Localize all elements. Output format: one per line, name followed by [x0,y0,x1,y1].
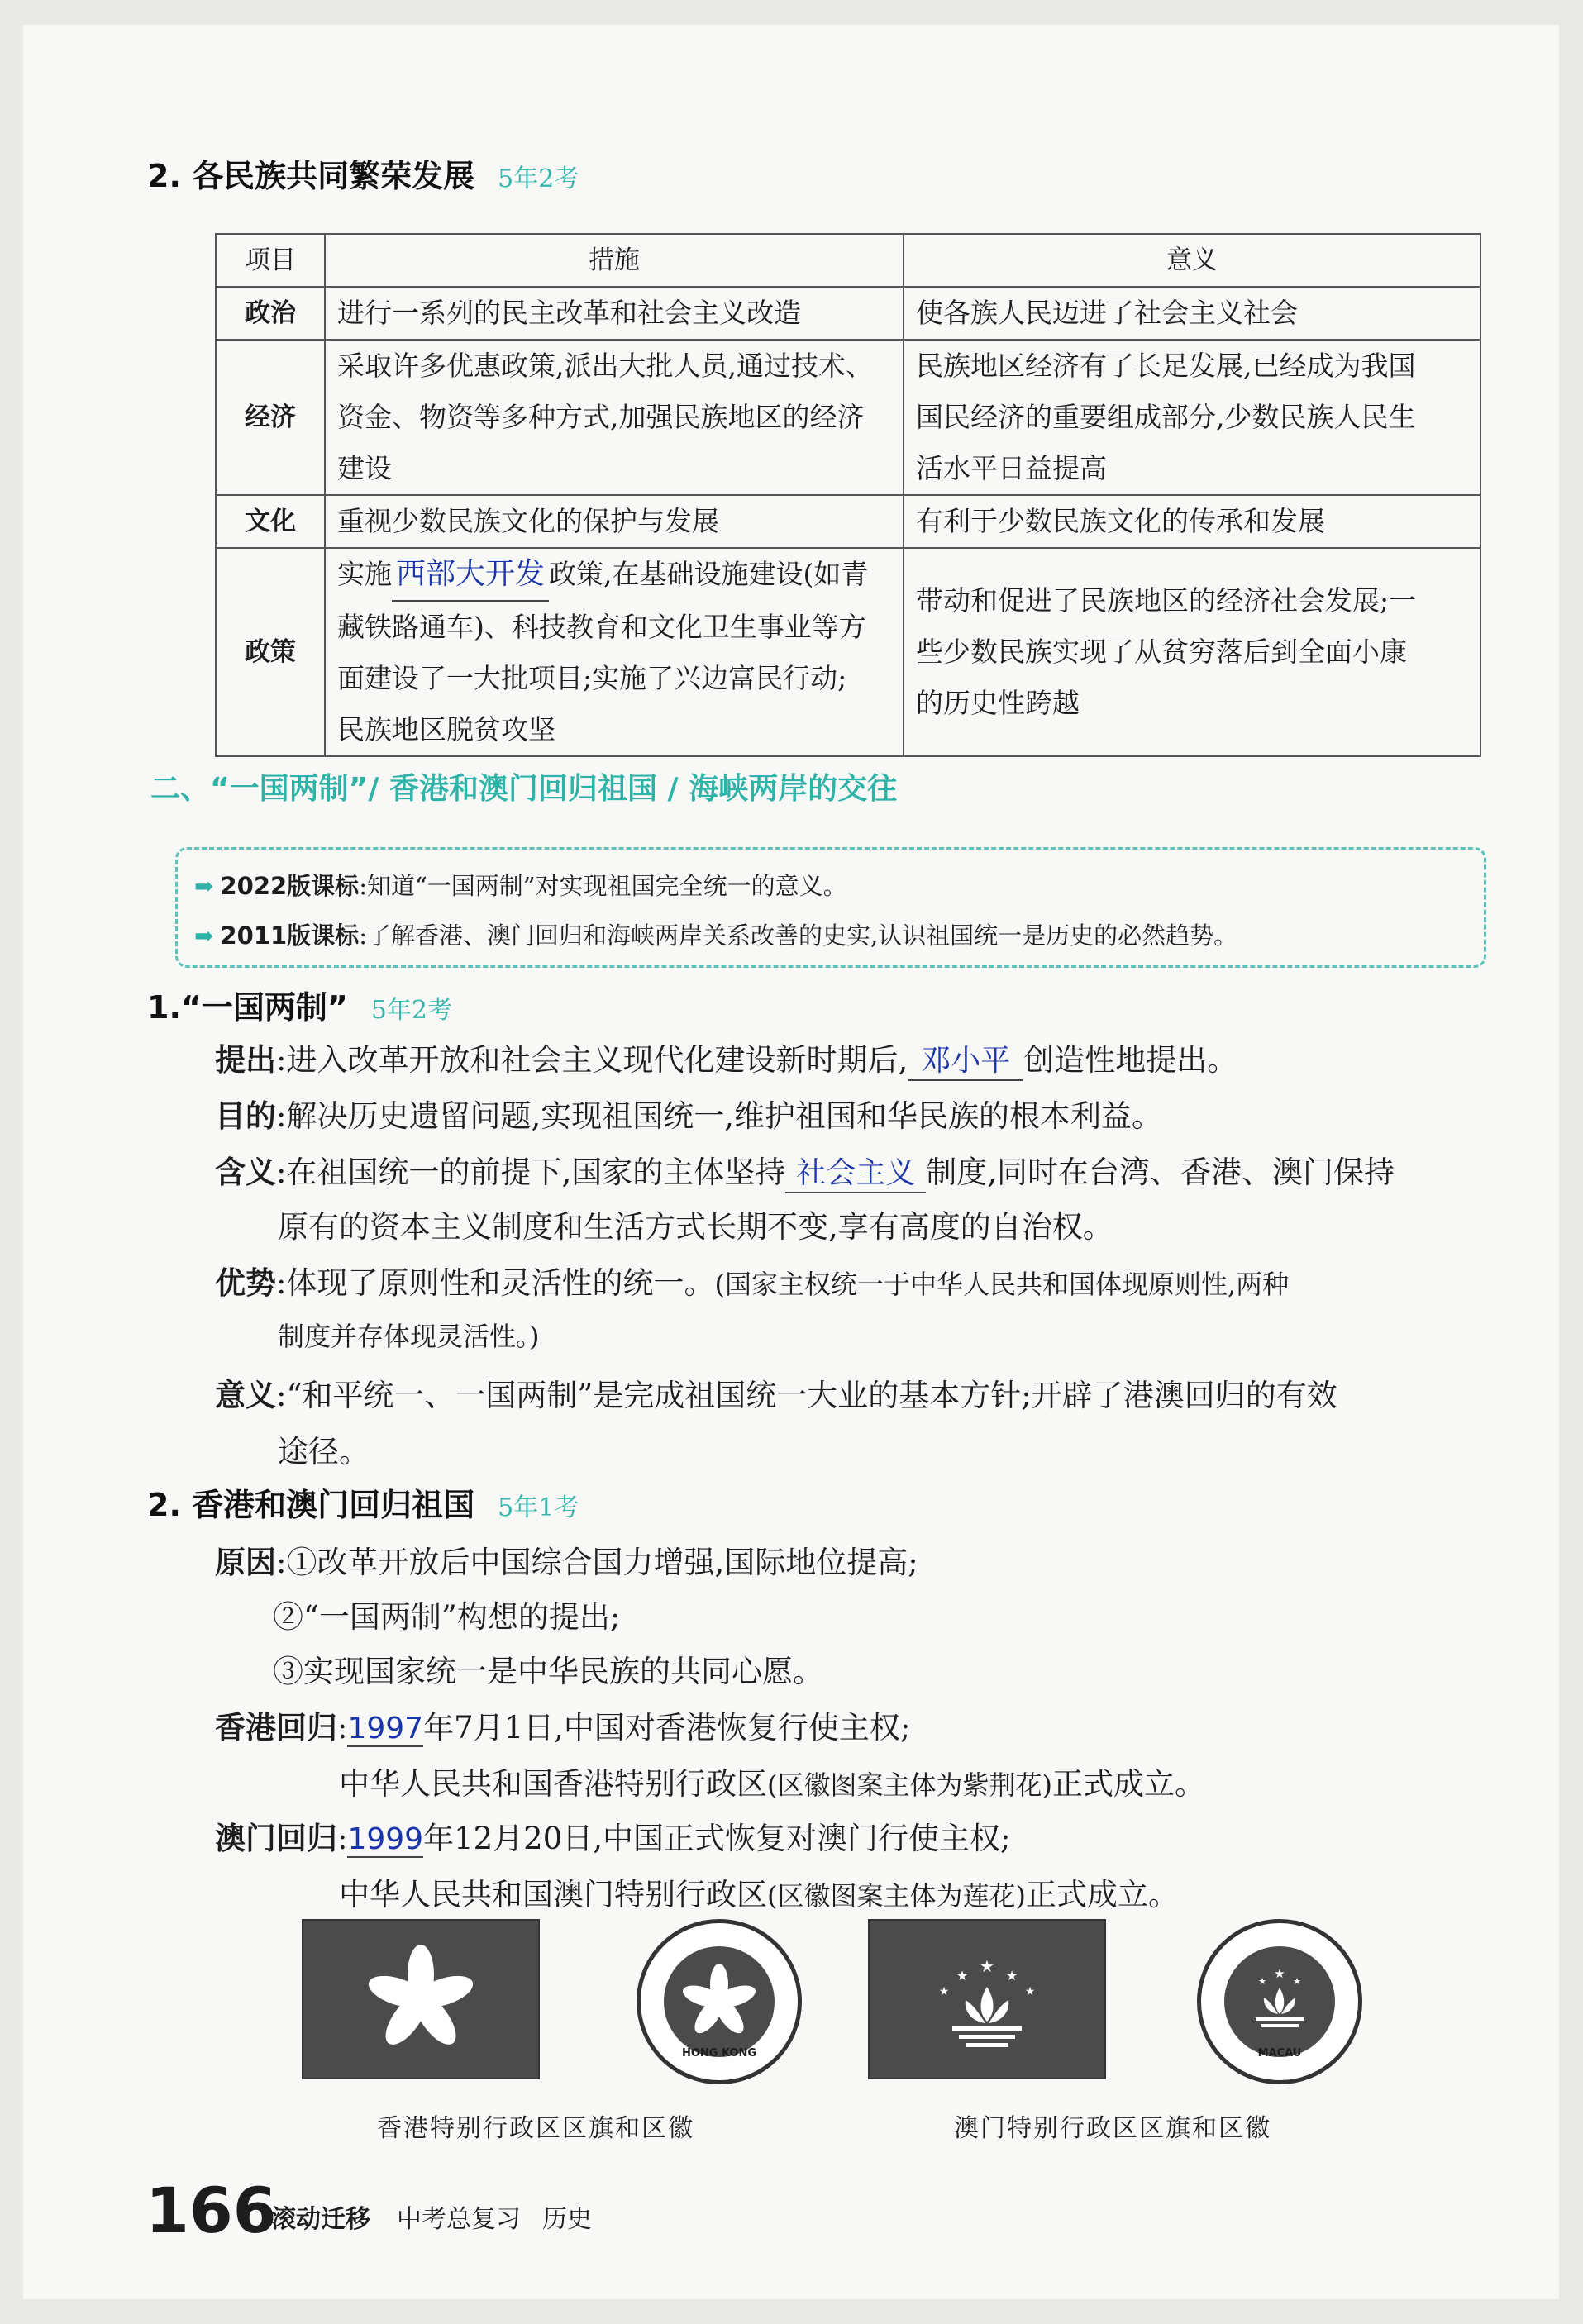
answer-fill: 西部大开发 [392,549,549,602]
series-label: 滚动迁移 [271,2205,370,2234]
svg-text:★: ★ [1024,1985,1036,1998]
advantage-line: 优势:体现了原则性和灵活性的统一。(国家主权统一于中华人民共和国体现原则性,两种 [215,1265,1290,1301]
row-key: 政策 [216,548,325,756]
row-meaning: 带动和促进了民族地区的经济社会发展;一 些少数民族实现了从贫穷落后到全面小康 的历史性跨越 [904,548,1480,756]
hk-region-line: 中华人民共和国香港特别行政区(区徽图案主体为紫荆花)正式成立。 [339,1766,1205,1802]
section-title: 2. 各民族共同繁荣发展 5年2考 [147,158,579,194]
svg-text:★: ★ [980,1956,994,1976]
answer-fill: 1999 [347,1822,424,1856]
row-measure: 采取许多优惠政策,派出大批人员,通过技术、 资金、物资等多种方式,加强民族地区的经济 建设 [325,340,904,495]
row-measure: 进行一系列的民主改革和社会主义改造 [325,287,904,340]
curriculum-box [175,847,1486,968]
propose-line: 提出:进入改革开放和社会主义现代化建设新时期后, 邓小平 创造性地提出。 [215,1035,1237,1081]
row-meaning: 有利于少数民族文化的传承和发展 [904,495,1480,548]
advantage-note: 制度并存体现灵活性。) [278,1321,540,1352]
table-row [216,287,1480,340]
hk-emblem: HONG KONG [637,1919,802,2084]
answer-fill: 邓小平 [908,1037,1023,1081]
measures-table [215,233,1481,757]
table-header: 措施 [325,234,904,287]
standard-line: ➡ 2022版课标:知道“一国两制”对实现祖国完全统一的意义。 [194,872,847,900]
answer-fill: 1997 [347,1712,424,1745]
mo-emblem: ★ ★ ★ MACAU [1197,1919,1362,2084]
mo-return-line: 澳门回归:1999年12月20日,中国正式恢复对澳门行使主权; [215,1821,1011,1856]
answer-fill: 社会主义 [785,1150,926,1193]
svg-text:★: ★ [1005,1968,1018,1983]
table-header: 意义 [904,234,1480,287]
page [23,25,1559,2299]
reason-line: 原因:①改革开放后中国综合国力增强,国际地位提高; [215,1545,918,1580]
table-row [216,548,1480,756]
book-label: 中考总复习 [397,2205,521,2234]
svg-text:★: ★ [1293,1976,1301,1987]
svg-text:★: ★ [938,1985,950,1998]
svg-text:★: ★ [1274,1966,1285,1981]
subject-label: 历史 [542,2205,592,2234]
row-key: 政治 [216,287,325,340]
hk-caption: 香港特别行政区区旗和区徽 [377,2114,694,2143]
standard-line: ➡ 2011版课标:了解香港、澳门回归和海峡两岸关系改善的史实,认识祖国统一是历史的必然趋势。 [194,922,1238,950]
frequency-badge: 5年1考 [498,1493,579,1522]
section-heading: 二、“一国两制”/ 香港和澳门回归祖国 / 海峡两岸的交往 [150,772,898,806]
row-meaning: 使各族人民迈进了社会主义社会 [904,287,1480,340]
goal-line: 目的:解决历史遗留问题,实现祖国统一,维护祖国和华民族的根本利益。 [215,1098,1162,1134]
table-row [216,340,1480,495]
row-measure: 实施 西部大开发 政策,在基础设施建设(如青 藏铁路通车)、科技教育和文化卫生事业等方 面建设了一大批项目;实施了兴边富民行动; 民族地区脱贫攻坚 [325,548,904,756]
mo-region-line: 中华人民共和国澳门特别行政区(区徽图案主体为莲花)正式成立。 [339,1877,1179,1912]
arrow-icon: ➡ [194,873,214,900]
row-key: 文化 [216,495,325,548]
hk-return-line: 香港回归:1997年7月1日,中国对香港恢复行使主权; [215,1710,911,1745]
arrow-icon: ➡ [194,922,214,950]
reason-line: ③实现国家统一是中华民族的共同心愿。 [273,1654,823,1689]
svg-text:★: ★ [956,1968,969,1983]
reason-line: ②“一国两制”构想的提出; [273,1599,621,1635]
significance-line-2: 途径。 [278,1434,370,1469]
table-header-row [216,234,1480,287]
row-measure: 重视少数民族文化的保护与发展 [325,495,904,548]
table-header: 项目 [216,234,325,287]
hk-flag [302,1919,540,2079]
meaning-line-2: 原有的资本主义制度和生活方式长期不变,享有高度的自治权。 [278,1209,1113,1245]
frequency-badge: 5年2考 [498,164,579,193]
frequency-badge: 5年2考 [370,996,453,1025]
row-key: 经济 [216,340,325,495]
page-number: 166 [145,2174,277,2247]
table-row [216,495,1480,548]
mo-caption: 澳门特别行政区区旗和区徽 [954,2114,1271,2143]
subsection-title: 2. 香港和澳门回归祖国 5年1考 [147,1487,579,1523]
mo-flag [868,1919,1106,2079]
subsection-title: 1.“一国两制” 5年2考 [147,989,453,1026]
significance-line: 意义:“和平统一、一国两制”是完成祖国统一大业的基本方针;开辟了港澳回归的有效 [215,1378,1337,1413]
svg-text:★: ★ [1258,1976,1266,1987]
row-meaning: 民族地区经济有了长足发展,已经成为我国 国民经济的重要组成部分,少数民族人民生 活水平日益提高 [904,340,1480,495]
meaning-line: 含义:在祖国统一的前提下,国家的主体坚持 社会主义 制度,同时在台湾、香港、澳门保持 [215,1147,1395,1193]
